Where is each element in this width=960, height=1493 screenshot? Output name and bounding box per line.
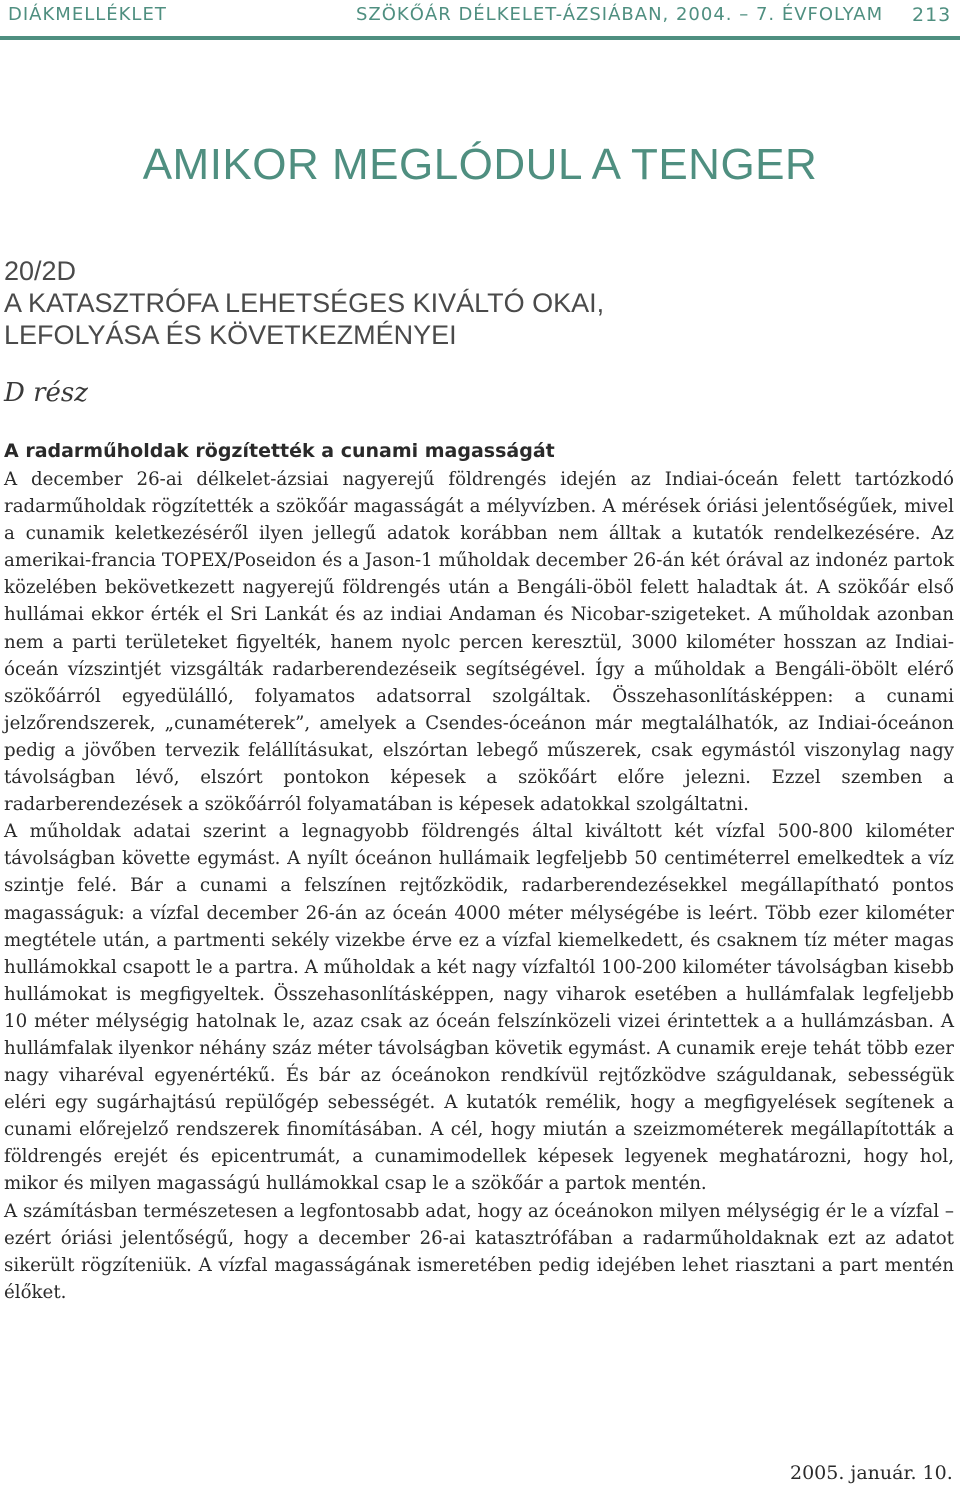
page-title: AMIKOR MEGLÓDUL A TENGER bbox=[142, 140, 818, 189]
subtitle-line-1: 20/2D bbox=[4, 256, 77, 286]
page-number: 213 bbox=[912, 4, 952, 26]
section-heading: A radarműholdak rögzítették a cunami magasságát bbox=[4, 440, 555, 462]
page-header bbox=[0, 0, 960, 32]
article-date: 2005. január. 10. bbox=[790, 1462, 953, 1484]
paragraph-3: A számításban természetesen a legfontosabb adat, hogy az óceánokon milyen mélységig ér le a vízfal – ezért óriási jelentőségű, hogy a december 26-ai katasztrófában a radarműholdaknak ezt az adatot sikerült rögzíteniük. A vízfal magasságának ismeretében pedig idejében lehet riasztani a part mentén élőket. bbox=[4, 1200, 954, 1303]
header-right-label: SZÖKŐÁR DÉLKELET-ÁZSIÁBAN, 2004. – 7. ÉVFOLYAM bbox=[356, 4, 884, 25]
part-label: D rész bbox=[4, 378, 88, 408]
subtitle-line-3: LEFOLYÁSA ÉS KÖVETKEZMÉNYEI bbox=[4, 320, 457, 350]
paragraph-2: A műholdak adatai szerint a legnagyobb földrengés által kiváltott két vízfal 500-800 kilométer távolságban követte egymást. A nyílt óceánon hullámaik legfeljebb 50 centiméterrel emelkedtek a víz szintje felé. Bár a cunami a felszínen rejtőzködik, radarberendezésekkel megállapítható pontos magasságuk: a vízfal december 26-án az óceán 4000 méter mélységébe is leért. Több ezer kilométer megtétele után, a partmenti sekély vizekbe érve ez a vízfal kiemelkedett, és csaknem tíz méter magas hullámokkal csapott le a partra. A műholdak a két nagy vízfaltól 100-200 kilométer távolságban kisebb hullámokat is megfigyeltek. Összehasonlításképpen, nagy viharok esetében a hullámfalak legfeljebb 10 méter mélységig hatolnak le, azaz csak az óceán felszínközeli vizei érintettek a a hullámzásban. A hullámfalak ilyenkor néhány száz méter távolságban követik egymást. A cunamik ereje tehát több ezer nagy viharéval egyenértékű. És bár az óceánokon rendkívül rejtőzködve száguldanak, sebességük eléri egy sugárhajtású repülőgép sebességét. A kutatók remélik, hogy a megfigyelések segítenek a cunami előrejelző rendszerek finomításában. A cél, hogy miután a szeizmométerek megállapították a földrengés erejét és epicentrumát, a cunamimodellek képesek legyenek meghatározni, hogy hol, mikor és milyen magasságú hullámokkal csap le a szökőár a partok mentén. bbox=[4, 821, 954, 1195]
subtitle-line-2: A KATASZTRÓFA LEHETSÉGES KIVÁLTÓ OKAI, bbox=[4, 288, 605, 318]
paragraph-1: A december 26-ai délkelet-ázsiai nagyerejű földrengés idején az Indiai-óceán felett tartózkodó radarműholdak rögzítették a szökőár magasságát a mélyvízben. A mérések óriási jelentőségűek, mivel a cunamik keletkezéséről ilyen jellegű adatok korábban nem álltak a kutatók rendelkezésére. Az amerikai-francia TOPEX/Poseidon és a Jason-1 műholdak december 26-án két órával az indonéz partok közelében bekövetkezett nagyerejű földrengés után a Bengáli-öböl felett haladtak át. A szökőár első hullámai ekkor érték el Sri Lankát és az indiai Andaman és Nicobar-szigeteket. A műholdak azonban nem a parti területeket figyelték, hanem nyolc percen keresztül, 3000 kilométer hosszan az Indiai-óceán vízszintjét vizsgálták radarberendezéseik segítségével. Így a műholdak a Bengáli-öbölt elérő szökőárról egyedülálló, folyamatos adatsorral szolgáltak. Összehasonlításképpen: a cunami jelzőrendszerek, „cunaméterek”, amelyek a Csendes-óceánon már megtalálhatók, az Indiai-óceánon pedig a jövőben tervezik felállításukat, elszórtan lebegő műszerek, csak egymástól viszonylag nagy távolságban lévő, elszórt pontokon képesek a szökőárt előre jelezni. Ezzel szemben a radarberendezések a szökőárról folyamatában is képesek adatokkal szolgáltatni. bbox=[4, 469, 954, 816]
article-body bbox=[4, 466, 954, 1306]
header-rule bbox=[0, 36, 960, 40]
header-left-label: DIÁKMELLÉKLET bbox=[8, 4, 167, 25]
